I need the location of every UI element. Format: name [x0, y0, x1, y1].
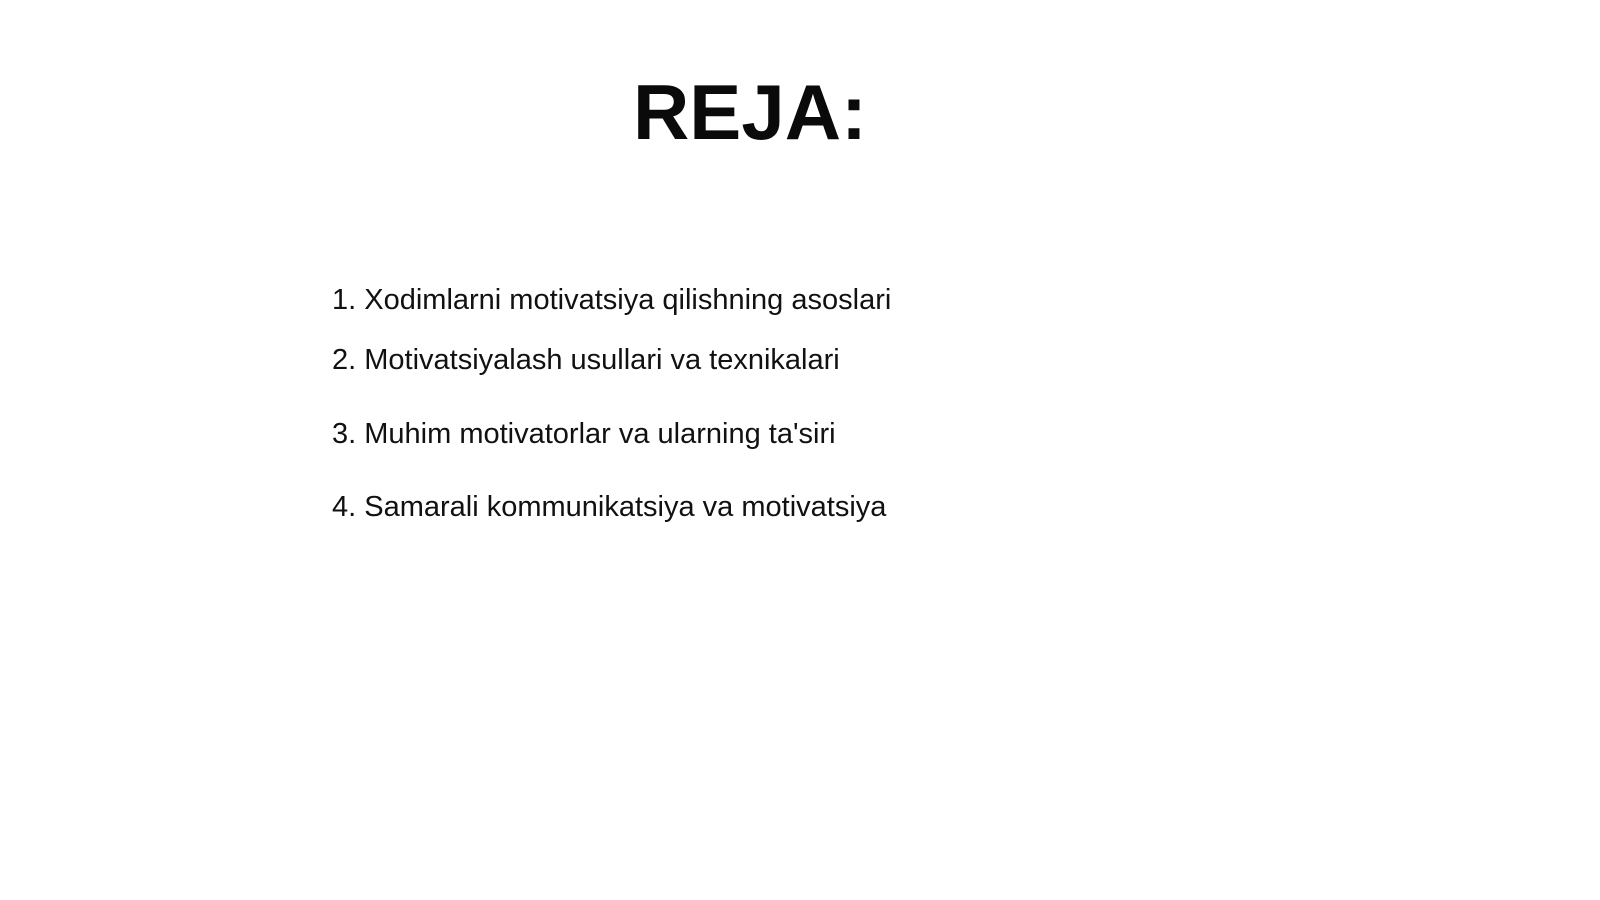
agenda-item: 3. Muhim motivatorlar va ularning ta'siri	[332, 418, 836, 450]
agenda-item: 4. Samarali kommunikatsiya va motivatsiya	[332, 491, 887, 523]
agenda-item: 2. Motivatsiyalash usullari va texnikalari	[332, 344, 840, 376]
agenda-item: 1. Xodimlarni motivatsiya qilishning asoslari	[332, 284, 892, 316]
slide-title: REJA:	[632, 68, 868, 156]
